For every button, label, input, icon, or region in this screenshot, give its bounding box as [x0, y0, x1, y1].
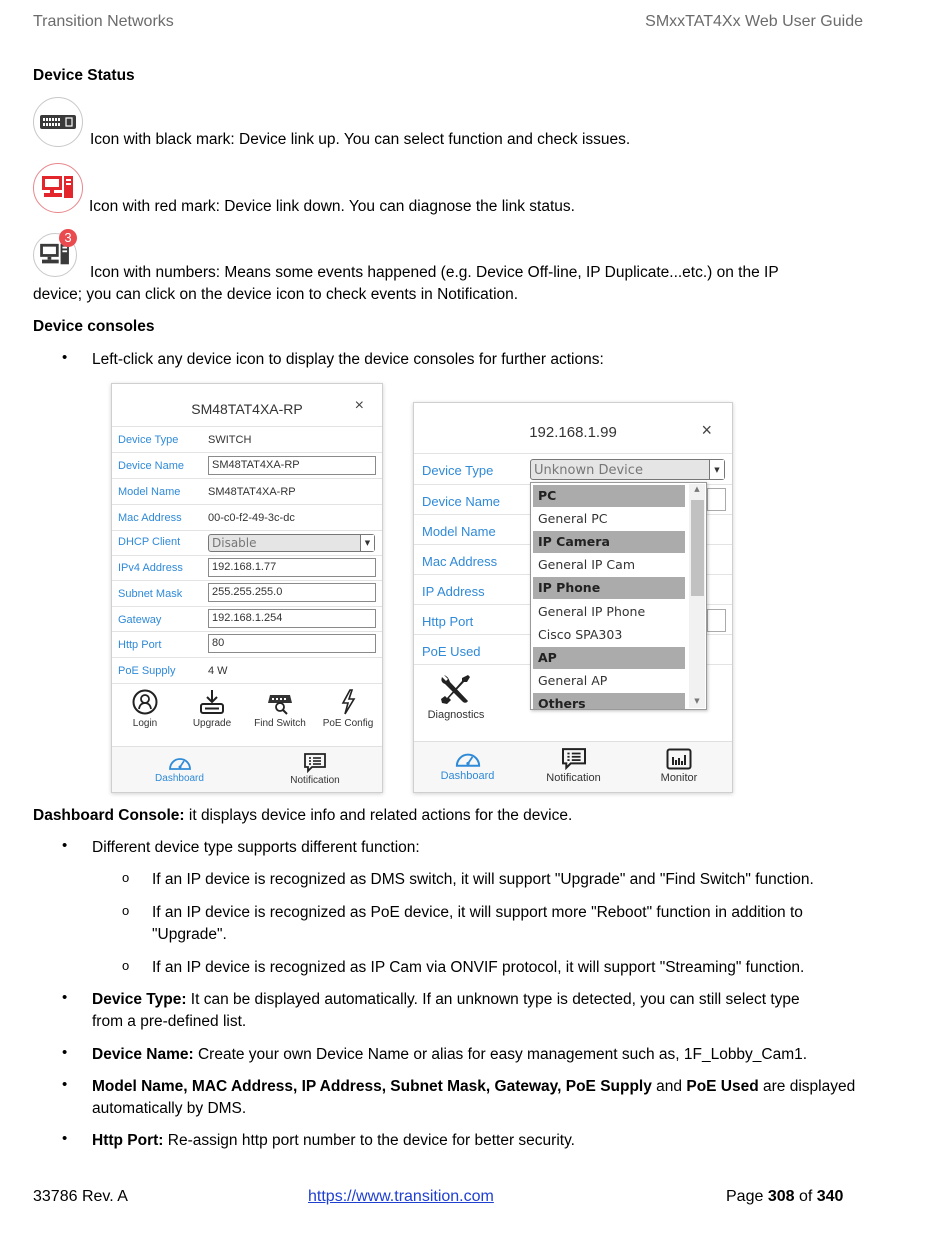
close-icon[interactable]: × — [701, 420, 712, 440]
device-type-value: Unknown Device — [534, 463, 643, 478]
gateway-input[interactable]: 192.168.1.254 — [208, 609, 376, 628]
term-bold: Device Name: — [92, 1046, 194, 1063]
field-label: Device Name — [118, 460, 185, 472]
dhcp-client-select[interactable] — [208, 534, 375, 552]
dropdown-group-ap: AP — [533, 647, 685, 669]
footer-link-wrap — [308, 1188, 494, 1206]
action-label: PoE Config — [322, 718, 374, 729]
description: and — [651, 1078, 687, 1095]
dropdown-group-others: Others — [533, 693, 685, 710]
bullet-device-type — [92, 989, 800, 1011]
field-label: Device Type — [422, 463, 494, 478]
bullet-dot: • — [62, 1044, 68, 1061]
row-model-name — [112, 478, 382, 504]
action-label: Find Switch — [254, 718, 306, 729]
total-pages: 340 — [816, 1188, 844, 1205]
term-bold: Dashboard Console: — [33, 807, 185, 824]
upgrade-download-icon — [199, 689, 225, 715]
dashboard-gauge-icon — [454, 748, 482, 768]
bullet-device-type-functions: Different device type supports different function: — [92, 839, 420, 856]
footer-doc-id: 33786 Rev. A — [33, 1188, 128, 1205]
bullet-auto-fields — [92, 1076, 855, 1098]
http-port-input[interactable] — [707, 609, 726, 632]
row-mac-address — [112, 504, 382, 530]
poe-bolt-icon — [338, 689, 358, 715]
row-device-type — [112, 426, 382, 452]
field-label: Mac Address — [422, 554, 498, 569]
model-name-value: SM48TAT4XA-RP — [208, 486, 296, 498]
term-bold: PoE Used — [686, 1078, 759, 1095]
field-label: Mac Address — [118, 512, 182, 524]
device-name-input[interactable] — [707, 488, 726, 511]
row-poe-supply — [112, 657, 382, 683]
description: Create your own Device Name or alias for easy management such as, 1F_Lobby_Cam1. — [193, 1046, 808, 1063]
find-switch-button[interactable] — [251, 689, 309, 729]
field-label: PoE Used — [422, 644, 481, 659]
header-company: Transition Networks — [33, 13, 174, 30]
notification-message-icon — [560, 748, 588, 770]
http-port-input[interactable]: 80 — [208, 634, 376, 653]
console-tab-bar — [414, 741, 732, 792]
dropdown-option-general-ip-phone[interactable]: General IP Phone — [538, 604, 646, 619]
switch-icon — [33, 97, 83, 147]
action-label: Diagnostics — [427, 709, 485, 721]
bullet-dot: • — [62, 1130, 68, 1147]
console-tab-bar — [112, 746, 382, 792]
tab-label: Dashboard — [440, 770, 495, 782]
switch-console-panel — [111, 383, 383, 793]
console-title: SM48TAT4XA-RP — [191, 401, 303, 417]
field-label: Device Name — [422, 494, 501, 509]
scroll-down-icon[interactable]: ▼ — [694, 697, 700, 705]
status-red-text: Icon with red mark: Device link down. You can diagnose the link status. — [89, 198, 575, 215]
field-label: Model Name — [422, 524, 496, 539]
dropdown-option-general-ip-cam[interactable]: General IP Cam — [538, 557, 635, 572]
description: It can be displayed automatically. If an unknown type is detected, you can still select type — [186, 991, 800, 1008]
status-number-text-cont: device; you can click on the device icon to check events in Notification. — [33, 286, 519, 303]
chevron-down-icon[interactable]: ▼ — [360, 535, 374, 551]
tab-label: Notification — [290, 775, 340, 786]
field-label: IPv4 Address — [118, 562, 183, 574]
action-label: Login — [132, 718, 158, 729]
action-label: Upgrade — [192, 718, 232, 729]
user-login-icon — [132, 689, 158, 715]
term-bold: Model Name, MAC Address, IP Address, Subnet Mask, Gateway, PoE Supply — [92, 1078, 652, 1095]
dropdown-group-ip-phone: IP Phone — [533, 577, 685, 599]
login-button[interactable] — [124, 689, 166, 729]
row-http-port — [112, 631, 382, 657]
device-type-dropdown-list[interactable] — [530, 482, 707, 710]
sub-bullet-circle: o — [122, 870, 130, 885]
dashboard-gauge-icon — [168, 753, 192, 771]
status-number-text: Icon with numbers: Means some events happened (e.g. Device Off-line, IP Duplicate...etc.) on the IP — [90, 264, 779, 281]
diagnostics-tools-icon — [439, 672, 473, 706]
tab-label: Monitor — [660, 772, 698, 784]
monitor-chart-icon — [666, 748, 692, 770]
bullet-device-type-cont: from a pre-defined list. — [92, 1013, 247, 1030]
status-black-text: Icon with black mark: Device link up. You can select function and check issues. — [90, 131, 631, 148]
website-link[interactable]: https://www.transition.com — [308, 1188, 494, 1205]
field-label: Http Port — [118, 639, 162, 651]
bullet-dot: • — [62, 837, 68, 854]
sub-bullet-circle: o — [122, 903, 130, 918]
notification-message-icon — [303, 753, 327, 773]
tab-notification[interactable] — [536, 748, 611, 784]
bullet-dot: • — [62, 1076, 68, 1093]
dhcp-client-value: Disable — [212, 536, 257, 550]
row-device-name — [112, 452, 382, 478]
event-count-badge: 3 — [59, 229, 77, 247]
scrollbar-thumb[interactable] — [691, 500, 704, 596]
tab-dashboard[interactable] — [142, 753, 217, 784]
poe-config-button[interactable] — [320, 689, 376, 729]
field-label: PoE Supply — [118, 665, 176, 677]
tab-label: Dashboard — [155, 773, 204, 784]
field-label: Device Type — [118, 434, 179, 446]
dropdown-option-general-ap[interactable]: General AP — [538, 673, 608, 688]
row-subnet-mask — [112, 580, 382, 606]
close-icon[interactable]: × — [354, 397, 364, 414]
description: Re-assign http port number to the device for better security. — [163, 1132, 575, 1149]
term-bold: Http Port: — [92, 1132, 164, 1149]
row-dhcp-client — [112, 530, 382, 555]
subnet-mask-input[interactable]: 255.255.255.0 — [208, 583, 376, 602]
tab-monitor[interactable] — [644, 748, 714, 784]
section-heading-device-consoles: Device consoles — [33, 318, 155, 335]
field-label: IP Address — [422, 584, 485, 599]
section-heading-device-status: Device Status — [33, 67, 135, 84]
dropdown-group-pc: PC — [533, 485, 685, 507]
diagnostics-button[interactable] — [422, 672, 490, 721]
action-row — [112, 683, 382, 743]
ipv4-address-input[interactable]: 192.168.1.77 — [208, 558, 376, 577]
sub-bullet-poe-device-cont: "Upgrade". — [152, 926, 227, 943]
pc-down-icon — [33, 163, 83, 213]
poe-supply-value: 4 W — [208, 665, 228, 677]
mac-address-value: 00-c0-f2-49-3c-dc — [208, 512, 295, 524]
footer-page-number — [726, 1188, 843, 1206]
row-ipv4-address — [112, 555, 382, 580]
header-guide-title: SMxxTAT4Xx Web User Guide — [645, 13, 863, 30]
console-title: 192.168.1.99 — [529, 424, 617, 441]
sub-bullet-ip-cam: If an IP device is recognized as IP Cam via ONVIF protocol, it will support "Streaming" function. — [152, 959, 805, 976]
consoles-instruction: Left-click any device icon to display the device consoles for further actions: — [92, 351, 604, 368]
dashboard-console-intro — [33, 805, 572, 827]
upgrade-button[interactable] — [186, 689, 238, 729]
dropdown-group-ip-camera: IP Camera — [533, 531, 685, 553]
field-label: DHCP Client — [118, 536, 181, 548]
tab-label: Notification — [546, 772, 601, 784]
field-label: Gateway — [118, 614, 162, 626]
device-name-input[interactable]: SM48TAT4XA-RP — [208, 456, 376, 475]
tab-dashboard[interactable] — [430, 748, 505, 782]
description: it displays device info and related actions for the device. — [184, 807, 573, 824]
device-type-select[interactable] — [530, 459, 725, 480]
device-type-value: SWITCH — [208, 434, 252, 446]
bullet-dot: • — [62, 349, 68, 366]
sub-bullet-poe-device: If an IP device is recognized as PoE device, it will support more "Reboot" function in addition to — [152, 904, 803, 921]
field-label: Subnet Mask — [118, 588, 183, 600]
dropdown-option-cisco-spa303[interactable]: Cisco SPA303 — [538, 627, 623, 642]
bullet-http-port — [92, 1130, 575, 1152]
bullet-device-name — [92, 1044, 807, 1066]
row-gateway — [112, 606, 382, 631]
bullet-dot: • — [62, 989, 68, 1006]
tab-notification[interactable] — [280, 753, 350, 786]
page-of: of — [794, 1188, 817, 1205]
find-switch-icon — [266, 689, 294, 715]
term-bold: Device Type: — [92, 991, 187, 1008]
field-label: Model Name — [118, 486, 181, 498]
dropdown-option-general-pc[interactable]: General PC — [538, 511, 608, 526]
sub-bullet-circle: o — [122, 958, 130, 973]
bullet-auto-fields-cont: automatically by DMS. — [92, 1100, 247, 1117]
current-page: 308 — [767, 1188, 795, 1205]
row-device-type — [414, 453, 732, 484]
field-label: Http Port — [422, 614, 474, 629]
dropdown-scrollbar[interactable] — [689, 484, 705, 708]
scroll-up-icon[interactable]: ▲ — [694, 485, 700, 493]
page-prefix: Page — [726, 1188, 768, 1205]
description: are displayed — [758, 1078, 856, 1095]
sub-bullet-dms-switch: If an IP device is recognized as DMS switch, it will support "Upgrade" and "Find Switch" function. — [152, 871, 814, 888]
chevron-down-icon[interactable]: ▼ — [709, 460, 724, 479]
